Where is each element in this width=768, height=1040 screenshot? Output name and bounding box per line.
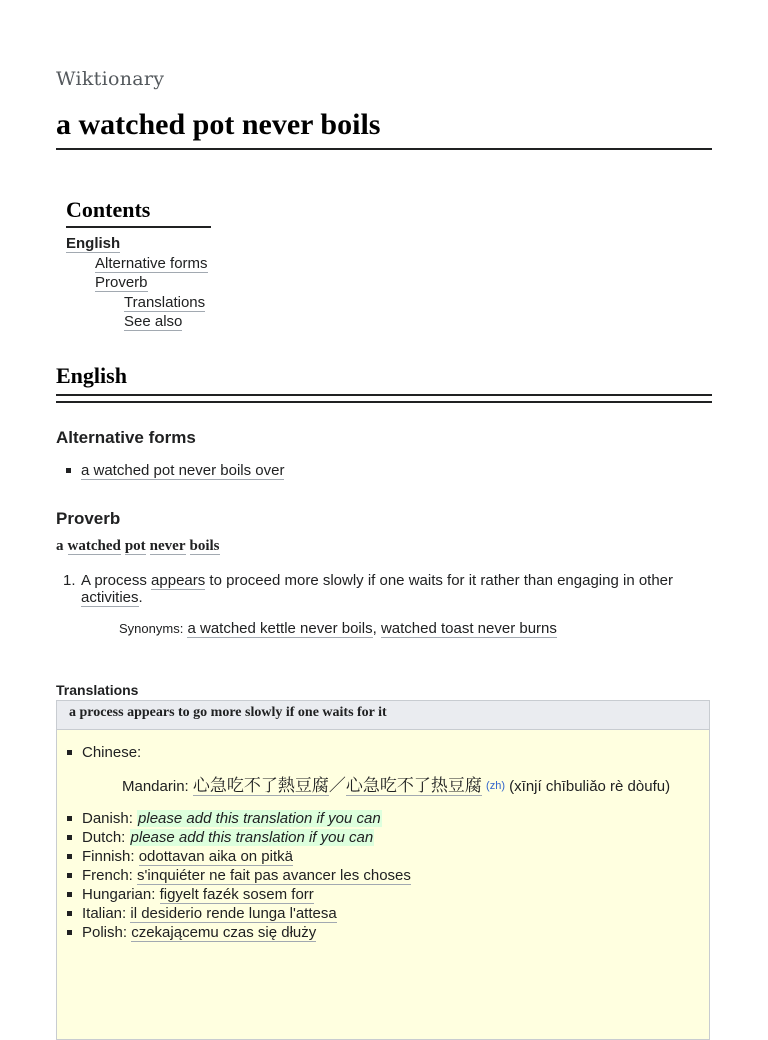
definition-number: 1. bbox=[63, 572, 76, 589]
link-activities[interactable]: activities bbox=[81, 589, 139, 606]
translation-needed[interactable]: please add this translation if you can bbox=[138, 810, 381, 827]
toc-list bbox=[66, 234, 211, 332]
alt-form-link[interactable]: a watched pot never boils over bbox=[81, 462, 285, 479]
mandarin-translation bbox=[122, 771, 670, 796]
romanization: (xīnjí chībuliǎo rè dòufu) bbox=[509, 778, 671, 795]
site-name[interactable]: Wiktionary bbox=[56, 68, 165, 90]
definition-text: A process bbox=[81, 572, 152, 589]
headword-part: a bbox=[56, 538, 64, 554]
translation-link-simplified[interactable]: 心急吃不了热豆腐 bbox=[345, 776, 482, 795]
list-item bbox=[57, 923, 411, 942]
translation-table bbox=[56, 700, 710, 1040]
translation-gloss-bar[interactable]: a process appears to go more slowly if one waits for it bbox=[57, 701, 709, 730]
language-label: Finnish: bbox=[82, 848, 135, 865]
translation-link[interactable]: odottavan aika on pitkä bbox=[138, 848, 293, 865]
toc-item-proverb bbox=[66, 273, 211, 293]
translation-needed[interactable]: please add this translation if you can bbox=[130, 829, 374, 846]
definition-text: to proceed more slowly if one waits for it rather than engaging in other bbox=[205, 572, 674, 589]
language-label: Dutch: bbox=[82, 829, 126, 846]
translation-list bbox=[57, 809, 411, 942]
page-title: a watched pot never boils bbox=[56, 108, 712, 150]
headword-link-watched[interactable]: watched bbox=[67, 538, 121, 554]
alternative-forms-list bbox=[56, 461, 284, 480]
language-label: Polish: bbox=[82, 924, 128, 941]
slash-separator: ／ bbox=[328, 776, 346, 795]
translation-link-traditional[interactable]: 心急吃不了熱豆腐 bbox=[192, 776, 329, 795]
heading-translations: Translations bbox=[56, 682, 139, 698]
list-item bbox=[57, 904, 411, 923]
synonyms-line bbox=[119, 620, 557, 637]
list-item bbox=[57, 885, 411, 904]
translation-link[interactable]: s'inquiéter ne fait pas avancer les choses bbox=[137, 867, 411, 884]
heading-english: English bbox=[56, 362, 712, 396]
headword-link-pot[interactable]: pot bbox=[124, 538, 146, 554]
language-label: Mandarin: bbox=[122, 778, 189, 795]
heading-proverb: Proverb bbox=[56, 509, 121, 528]
headword-link-never[interactable]: never bbox=[149, 538, 186, 554]
definition-list bbox=[56, 572, 712, 606]
link-appears[interactable]: appears bbox=[151, 572, 206, 589]
toc-link-alternative-forms[interactable]: Alternative forms bbox=[95, 254, 208, 272]
toc-link-proverb[interactable]: Proverb bbox=[95, 274, 148, 291]
toc-item-translations bbox=[66, 293, 211, 313]
list-item bbox=[57, 866, 411, 885]
headword-line bbox=[56, 538, 220, 555]
synonym-separator: , bbox=[372, 620, 377, 637]
list-item bbox=[57, 743, 141, 762]
synonym-link[interactable]: a watched kettle never boils bbox=[187, 620, 373, 637]
synonym-link[interactable]: watched toast never burns bbox=[380, 620, 557, 637]
language-label: Hungarian: bbox=[82, 886, 156, 903]
toc-item-alternative-forms bbox=[66, 254, 211, 274]
synonyms-label: Synonyms: bbox=[119, 621, 184, 636]
definition-text: . bbox=[138, 589, 143, 606]
list-item bbox=[57, 828, 411, 847]
language-label: French: bbox=[82, 867, 133, 884]
language-label: Italian: bbox=[82, 905, 127, 922]
toc-link-translations[interactable]: Translations bbox=[124, 293, 206, 311]
translation-list-chinese bbox=[57, 743, 141, 762]
list-item bbox=[57, 847, 411, 866]
translation-link[interactable]: czekającemu czas się dłuży bbox=[131, 924, 317, 941]
toc-item-english bbox=[66, 234, 211, 254]
toc-title: Contents bbox=[66, 196, 211, 228]
translation-link[interactable]: figyelt fazék sosem forr bbox=[159, 886, 314, 903]
list-item bbox=[56, 461, 284, 480]
toc-item-see-also bbox=[66, 312, 211, 332]
headword-link-boils[interactable]: boils bbox=[189, 538, 220, 554]
toc-link-english[interactable]: English bbox=[66, 235, 121, 252]
language-label: Chinese: bbox=[82, 744, 142, 761]
table-of-contents bbox=[66, 196, 211, 332]
heading-alternative-forms: Alternative forms bbox=[56, 428, 196, 447]
toc-link-see-also[interactable]: See also bbox=[124, 313, 183, 330]
language-label: Danish: bbox=[82, 810, 133, 827]
list-item bbox=[57, 809, 411, 828]
language-code-link[interactable]: (zh) bbox=[486, 780, 505, 792]
translation-link[interactable]: il desiderio rende lunga l'attesa bbox=[130, 905, 337, 922]
definition-item bbox=[56, 572, 712, 606]
